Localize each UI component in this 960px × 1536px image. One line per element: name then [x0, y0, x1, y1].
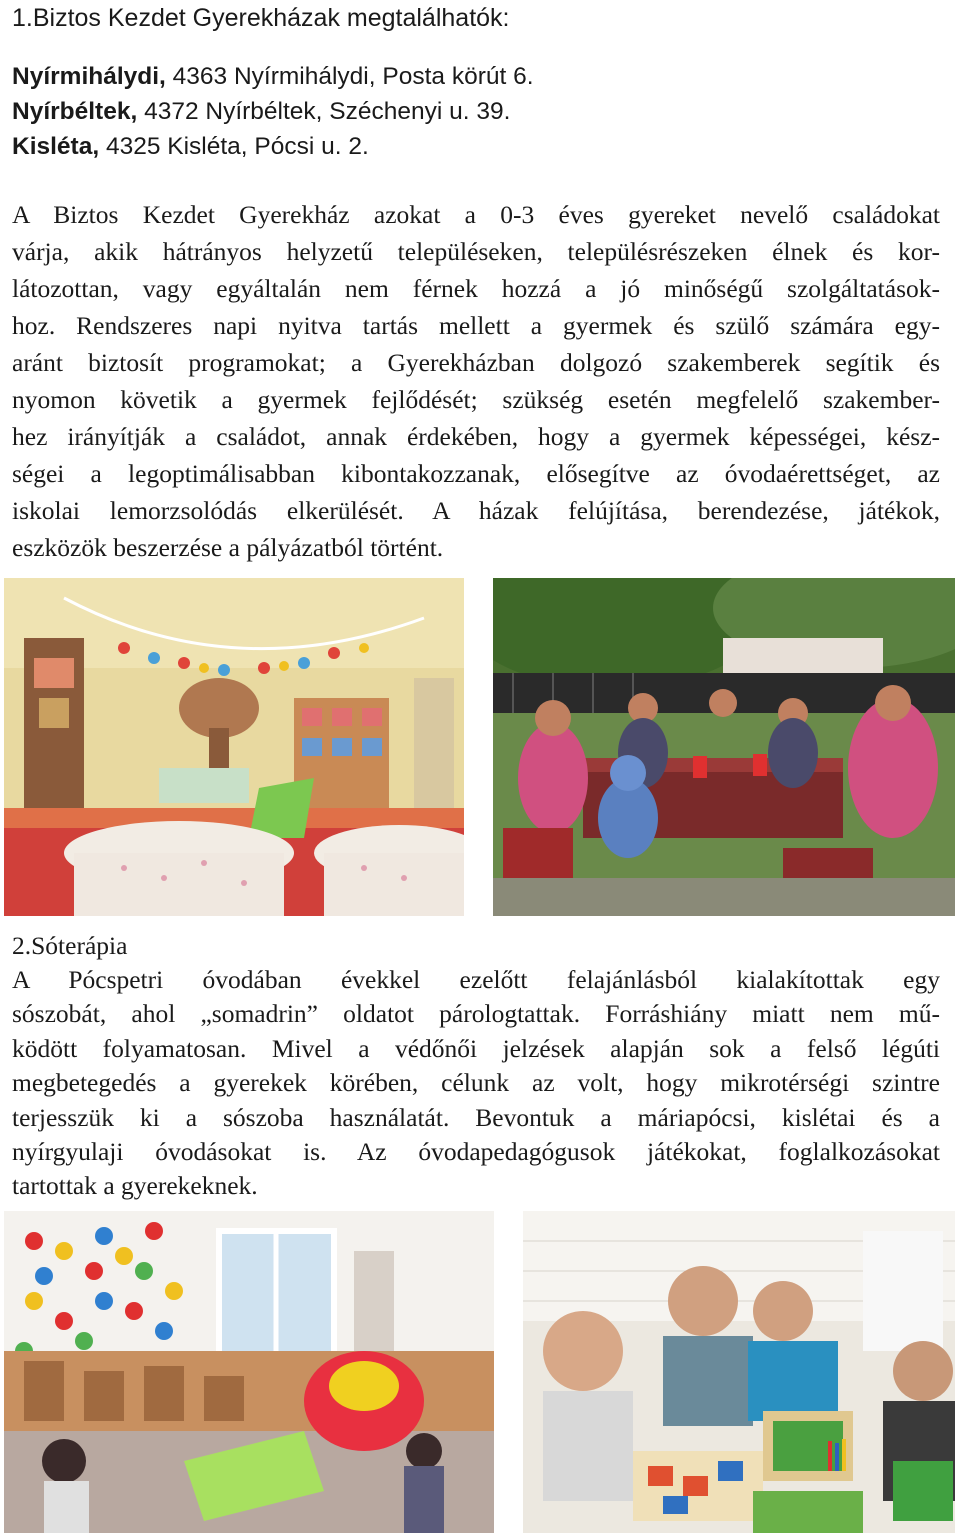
playroom-photo — [4, 578, 464, 916]
paragraph-line: sószobát, ahol „somadrin” oldatot párologtattak. Forráshiány miatt nem mű- — [12, 999, 940, 1029]
paragraph-line: iskolai lemorzsolódás elkerülését. A házak felújítása, berendezése, játékok, — [12, 496, 940, 525]
paragraph-line: nyírgyulaji óvodásokat is. Az óvodapedagógusok játékokat, foglalkozásokat — [12, 1136, 940, 1166]
location-name: Kisléta, — [12, 133, 100, 160]
paragraph-line: látozottan, vagy egyáltalán nem férnek hozzá a jó minőségű szolgáltatások- — [12, 274, 940, 303]
paragraph-line: aránt biztosít programokat; a Gyerekházban dolgozó szakemberek segítik és — [12, 348, 940, 377]
section1-paragraph — [12, 196, 940, 566]
paragraph-line: nyomon követik a gyermek fejlődését; szükség esetén megfelelő szakember- — [12, 385, 940, 414]
location-name: Nyírbéltek, — [12, 98, 138, 125]
location-address: 4363 Nyírmihálydi, Posta körút 6. — [165, 63, 534, 90]
location-item — [12, 94, 534, 129]
section1-heading: 1.Biztos Kezdet Gyerekházak megtalálhatók: — [12, 4, 510, 32]
paragraph-line: hez irányítják a családot, annak érdekében, hogy a gyermek képességei, kész- — [12, 422, 940, 451]
paragraph-line: eszközök beszerzése a pályázatból történt. — [12, 533, 444, 562]
children-puzzle-photo — [523, 1211, 955, 1533]
paragraph-line: terjesszük ki a sószoba használatát. Bevontuk a máriapócsi, kislétai és a — [12, 1102, 940, 1132]
location-address: 4325 Kisléta, Pócsi u. 2. — [99, 133, 369, 160]
classroom-photo — [4, 1211, 494, 1533]
section2-paragraph — [12, 963, 940, 1204]
paragraph-line: tartottak a gyerekeknek. — [12, 1171, 258, 1201]
paragraph-line: hoz. Rendszeres napi nyitva tartás mellett a gyermek és szülő számára egy- — [12, 311, 940, 340]
paragraph-line: várja, akik hátrányos helyzetű településeken, településrészeken élnek és kor- — [12, 237, 940, 266]
paragraph-line: megbetegedés a gyerekek körében, célunk az volt, hogy mikrotérségi szintre — [12, 1068, 940, 1098]
location-item — [12, 59, 534, 94]
outdoor-gathering-photo — [493, 578, 955, 916]
location-address: 4372 Nyírbéltek, Széchenyi u. 39. — [137, 98, 511, 125]
location-item — [12, 129, 534, 164]
paragraph-line: ségei a legoptimálisabban kibontakozzanak, elősegítve az óvodaérettséget, az — [12, 459, 940, 488]
paragraph-line: ködött folyamatosan. Mivel a védőnői jelzések alapján sok a felső légúti — [12, 1033, 940, 1063]
location-name: Nyírmihálydi, — [12, 63, 166, 90]
section2-heading: 2.Sóterápia — [12, 931, 128, 960]
paragraph-line: A Pócspetri óvodában évekkel ezelőtt felajánlásból kialakítottak egy — [12, 965, 940, 994]
location-list — [12, 59, 534, 164]
paragraph-line: A Biztos Kezdet Gyerekház azokat a 0-3 éves gyereket nevelő családokat — [12, 200, 940, 229]
